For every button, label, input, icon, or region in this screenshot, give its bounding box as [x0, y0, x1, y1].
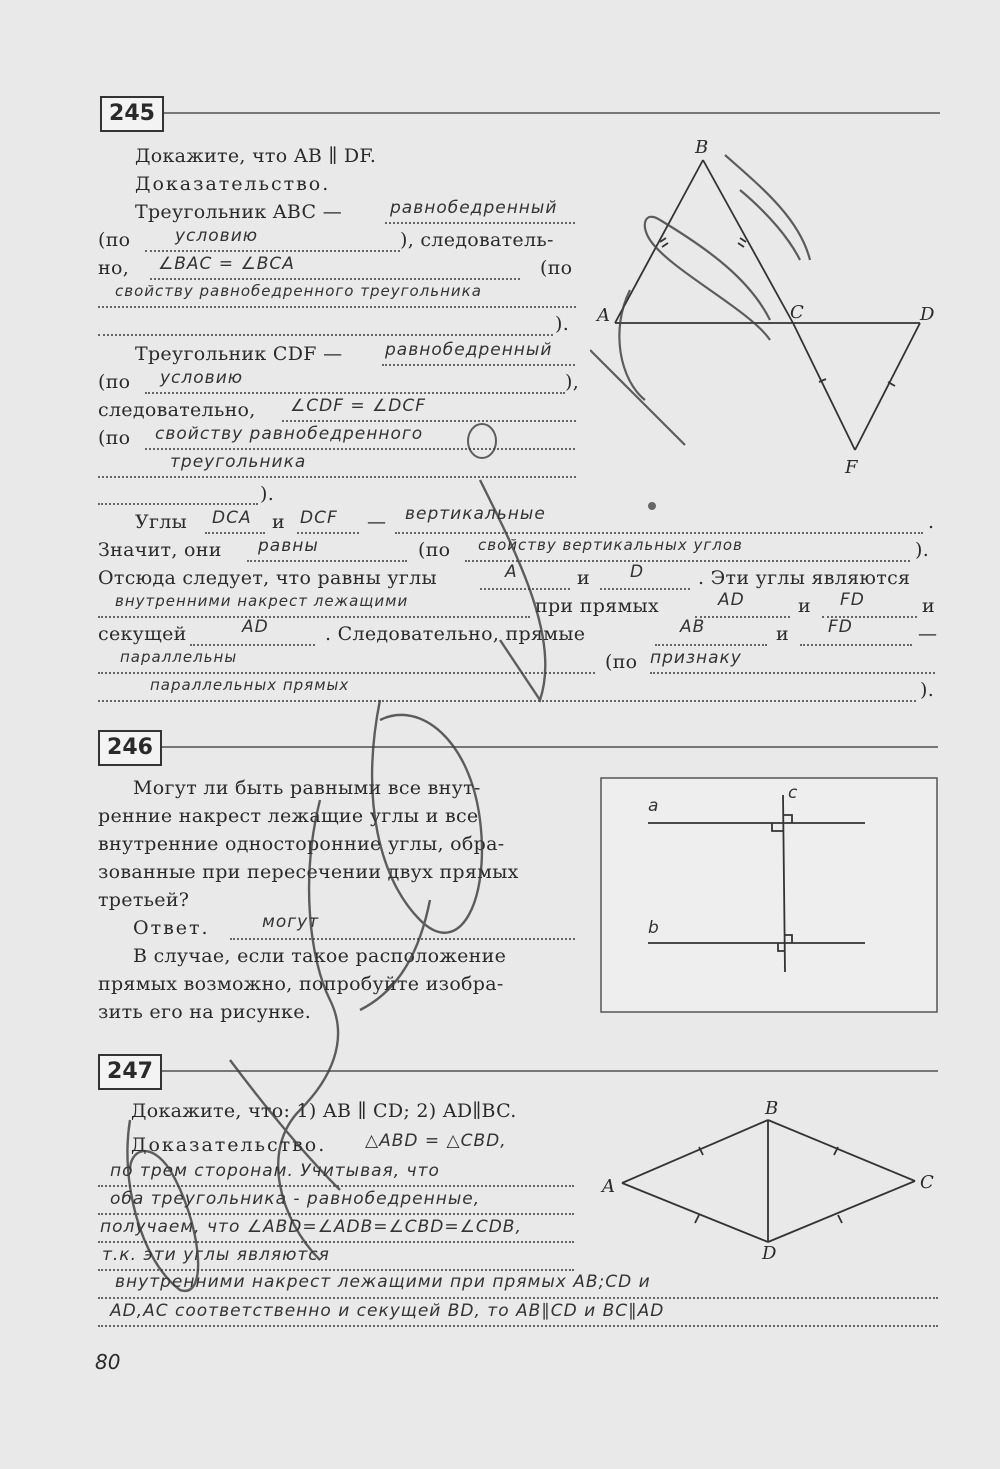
answer-245-l8: ∠CDF = ∠DCF	[290, 396, 427, 416]
answer-245-l7: условию	[160, 368, 244, 388]
text-246-l9: зить его на рисунке.	[98, 1001, 312, 1023]
answer-245-l13-2: свойству вертикальных углов	[478, 536, 743, 554]
answer-246: могут	[262, 912, 320, 932]
text-245-l3b: (по	[540, 257, 573, 279]
answer-245-l15-2: AD	[718, 590, 745, 610]
answer-245-l13-1: равны	[258, 536, 319, 556]
text-246-l3: внутренние односторонние углы, обра-	[98, 833, 505, 855]
answer-247-l2: по трем сторонам. Учитывая, что	[110, 1161, 440, 1181]
text-245-l7a: (по	[98, 371, 131, 393]
text-245-l1: Треугольник ABC —	[135, 201, 343, 223]
text-245-l16d: —	[918, 623, 938, 645]
answer-label-246: Ответ.	[133, 917, 210, 939]
answer-245-l14-2: D	[630, 562, 645, 582]
text-245-l2a: (по	[98, 229, 131, 251]
text-246-l1: Могут ли быть равными все внут-	[133, 777, 481, 799]
exercise-number-247: 247	[98, 1054, 162, 1090]
answer-247-l4: получаем, что ∠ABD=∠ADB=∠CBD=∠CDB,	[100, 1217, 522, 1237]
text-246-l8: прямых возможно, попробуйте изобра-	[98, 973, 504, 995]
label-c: C	[920, 1172, 934, 1193]
answer-245-l4: свойству равнобедренного треугольника	[115, 282, 482, 300]
label-line-b: b	[648, 918, 660, 938]
text-246-l2: ренние накрест лежащие углы и все	[98, 805, 479, 827]
answer-245-l17-2: признаку	[650, 648, 742, 668]
text-245-l9a: (по	[98, 427, 131, 449]
text-245-l6: Треугольник CDF —	[135, 343, 343, 365]
answer-245-l6: равнобедренный	[385, 340, 553, 360]
answer-245-l12-1: DCA	[212, 508, 252, 528]
page-number: 80	[95, 1350, 121, 1374]
text-245-l17a: (по	[605, 651, 638, 673]
label-a: A	[602, 1176, 615, 1197]
label-d: D	[920, 304, 935, 325]
proof-title-247: Доказательство.	[131, 1134, 327, 1156]
answer-247-l5: т.к. эти углы являются	[102, 1245, 330, 1265]
text-245-l14c: . Эти углы являются	[698, 567, 911, 589]
answer-247-l7: AD,AC соответственно и секущей BD, то AB∥CD и BC∥AD	[110, 1301, 665, 1321]
answer-245-l15-1: внутренними накрест лежащими	[115, 592, 409, 610]
exercise-number-245: 245	[100, 96, 164, 132]
text-245-l12c: —	[367, 511, 387, 533]
text-245-l7b: ),	[565, 371, 580, 393]
label-f: F	[845, 457, 858, 478]
answer-247-l6: внутренними накрест лежащими при прямых AB;CD и	[115, 1272, 651, 1292]
answer-245-l16-3: FD	[828, 617, 853, 637]
text-246-l5: третьей?	[98, 889, 190, 911]
text-245-l5b: ).	[555, 313, 570, 335]
text-245-l15a: при прямых	[535, 595, 659, 617]
label-line-a: a	[648, 796, 660, 816]
text-246-l7: В случае, если такое расположение	[133, 945, 507, 967]
text-245-l15b: и	[798, 595, 811, 617]
label-b: B	[695, 137, 709, 158]
label-line-c: c	[788, 783, 799, 803]
text-245-l15c: и	[922, 595, 935, 617]
answer-245-l17-1: параллельны	[120, 648, 238, 666]
text-245-l12d: .	[928, 511, 935, 533]
text-245-l16c: и	[776, 623, 789, 645]
answer-245-l2: условию	[175, 226, 259, 246]
text-246-l4: зованные при пересечении двух прямых	[98, 861, 519, 883]
label-b: B	[765, 1098, 779, 1119]
label-a: A	[597, 305, 610, 326]
text-245-l2b: ), следователь-	[400, 229, 554, 251]
text-245-l13a: Значит, они	[98, 539, 222, 561]
text-245-l13c: ).	[915, 539, 930, 561]
text-245-l11b: ).	[260, 483, 275, 505]
answer-245-l14-1: A	[505, 562, 518, 582]
exercise-number-246: 246	[98, 730, 162, 766]
answer-245-l3: ∠BAC = ∠BCA	[158, 254, 295, 274]
text-245-l3a: но,	[98, 257, 130, 279]
text-245-l16b: . Следовательно, прямые	[325, 623, 586, 645]
answer-245-l16-2: AB	[680, 617, 706, 637]
label-d: D	[762, 1243, 777, 1264]
answer-245-l10: треугольника	[170, 452, 307, 472]
answer-245-l1: равнобедренный	[390, 198, 558, 218]
answer-245-l9: свойству равнобедренного	[155, 424, 424, 444]
answer-245-l12-3: вертикальные	[405, 504, 546, 524]
answer-245-l15-3: FD	[840, 590, 865, 610]
text-245-l13b: (по	[418, 539, 451, 561]
text-245-l12b: и	[272, 511, 285, 533]
text-245-l8a: следовательно,	[98, 399, 256, 421]
answer-245-l12-2: DCF	[300, 508, 338, 528]
answer-247-l3: оба треугольника - равнобедренные,	[110, 1189, 481, 1209]
task-247: Докажите, что: 1) AB ∥ CD; 2) AD∥BC.	[131, 1100, 517, 1122]
answer-245-l18: параллельных прямых	[150, 676, 350, 694]
proof-title-245: Доказательство.	[135, 173, 331, 195]
text-245-l16a: секущей	[98, 623, 187, 645]
answer-247-l1: △ABD = △CBD,	[365, 1131, 507, 1151]
answer-245-l16-1: AD	[242, 617, 269, 637]
text-245-l12a: Углы	[135, 511, 188, 533]
text-245-l18b: ).	[920, 679, 935, 701]
task-245: Докажите, что AB ∥ DF.	[135, 145, 377, 167]
label-c: C	[790, 302, 804, 323]
text-245-l14b: и	[577, 567, 590, 589]
text-245-l14a: Отсюда следует, что равны углы	[98, 567, 437, 589]
